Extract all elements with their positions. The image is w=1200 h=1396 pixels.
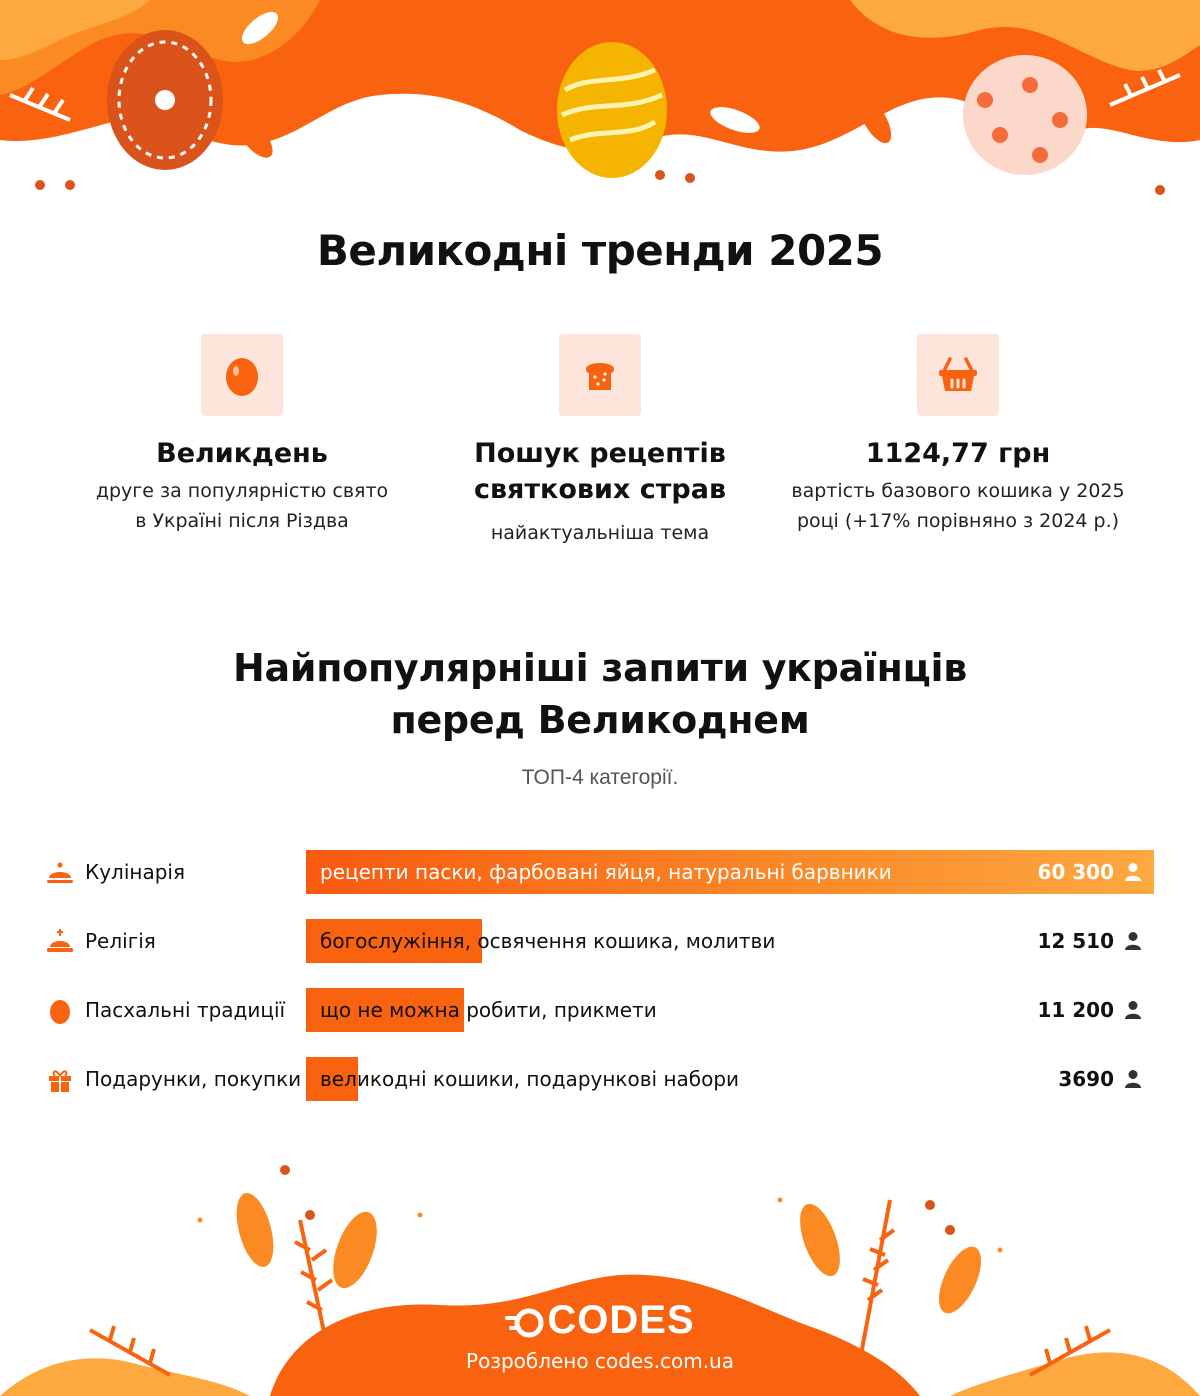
codes-logo-text: CODES (547, 1298, 695, 1342)
stat-desc-line1: вартість базового кошика у 2025 (791, 480, 1125, 502)
query-row (0, 988, 1200, 1032)
category-label: Кулінарія (85, 860, 185, 884)
stat-title: 1124,77 грн (865, 438, 1051, 469)
stat-recipes (410, 334, 790, 548)
stat-desc-line2: році (+17% порівняно з 2024 р.) (796, 510, 1120, 532)
query-count: 12 510 (1037, 929, 1114, 953)
top-decoration (0, 0, 1200, 210)
church-icon (46, 928, 74, 956)
query-topics: богослужіння, освячення кошика, молитви (320, 929, 776, 953)
query-row (0, 850, 1200, 894)
stat-title: Великдень (156, 438, 328, 469)
stat-basket-price (768, 334, 1148, 536)
queries-title-line1: Найпопулярніші запити українців (233, 646, 967, 690)
queries-title-line2: перед Великоднем (390, 698, 810, 742)
stat-title-line2: святкових страв (473, 474, 727, 505)
query-topics: великодні кошики, подарункові набори (320, 1067, 740, 1091)
egg-icon (46, 997, 74, 1025)
query-count: 11 200 (1037, 998, 1114, 1022)
codes-logo-mark-icon (505, 1308, 545, 1338)
codes-logo (0, 1298, 1200, 1343)
stat-desc-line2: в Україні після Різдва (135, 510, 349, 532)
stat-easter (52, 334, 432, 536)
footer-credit: Розроблено codes.com.ua (466, 1349, 734, 1373)
page-title: Великодні тренди 2025 (316, 226, 884, 275)
stat-desc-line1: друге за популярністю свято (95, 480, 389, 502)
queries-subtitle: ТОП-4 категорії. (521, 766, 679, 789)
user-icon (1124, 1000, 1142, 1020)
query-row (0, 919, 1200, 963)
category-label: Релігія (85, 929, 156, 953)
bread-icon (559, 334, 641, 416)
queries-title (0, 642, 1200, 746)
stat-desc-line1: найактуальніша тема (490, 522, 710, 544)
query-count: 3690 (1058, 1067, 1114, 1091)
category-label: Пасхальні традиції (85, 998, 286, 1022)
user-icon (1124, 862, 1142, 882)
gift-icon (46, 1066, 74, 1094)
query-topics: що не можна робити, прикмети (320, 998, 657, 1022)
stat-title-line1: Пошук рецептів (474, 438, 726, 469)
query-count: 60 300 (1037, 860, 1114, 884)
egg-icon (201, 334, 283, 416)
category-label: Подарунки, покупки (85, 1067, 302, 1091)
query-topics: рецепти паски, фарбовані яйця, натуральні барвники (320, 860, 892, 884)
food-cloche-icon (46, 859, 74, 887)
basket-icon (917, 334, 999, 416)
query-row (0, 1057, 1200, 1101)
user-icon (1124, 1069, 1142, 1089)
user-icon (1124, 931, 1142, 951)
